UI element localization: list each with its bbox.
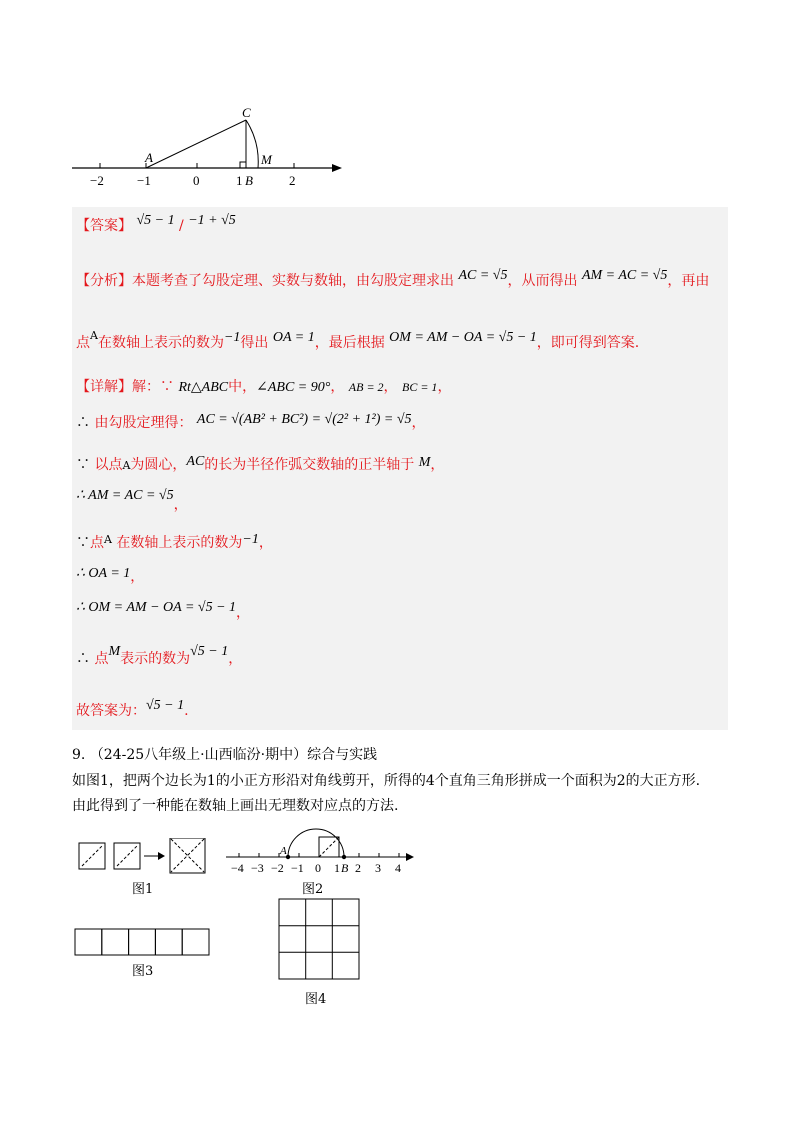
detail-line-3 <box>76 454 444 474</box>
fig2-tick-neg2: −2 <box>271 861 284 875</box>
detail-point: A <box>104 533 112 546</box>
top-number-line-figure <box>60 100 350 195</box>
fig2-tick-neg1: −1 <box>291 861 304 875</box>
detail-expr: M <box>418 455 431 470</box>
detail-text: ， <box>236 605 251 621</box>
detail-expr: −1 <box>242 532 259 547</box>
analysis-point-a: A <box>90 329 98 342</box>
analysis-expr-am: AM = AC = √5 <box>581 268 668 283</box>
detail-text: ， <box>258 535 273 551</box>
fig2-label-A: A <box>280 845 287 857</box>
tick-label-neg1: −1 <box>137 173 151 188</box>
analysis-text: ，再由 <box>667 273 710 289</box>
detail-text: 表示的数为 <box>120 651 191 667</box>
detail-expr: √5 − 1 <box>146 698 185 713</box>
therefore-symbol: ∴ <box>76 415 90 431</box>
detail-text: 解：∵ <box>132 379 174 395</box>
tick-label-0: 0 <box>193 173 200 188</box>
detail-line-2 <box>76 412 426 432</box>
detail-text: 以点 <box>94 457 123 473</box>
fig2-axis-arrow <box>406 853 414 861</box>
fig3-square-5 <box>182 929 209 955</box>
answer-line <box>76 215 236 235</box>
fig3-square-4 <box>155 929 182 955</box>
diagonal-2 <box>117 846 137 866</box>
analysis-expr-oa: OA = 1 <box>272 330 315 345</box>
analysis-text: 本题考查了勾股定理、实数与数轴，由勾股定理求出 <box>132 273 454 289</box>
detail-expr: Rt△ABC <box>178 380 229 395</box>
fig2-tick-neg3: −3 <box>251 861 264 875</box>
answer-value-1: √5 − 1 <box>136 213 175 228</box>
detail-text: ， <box>228 651 243 667</box>
figure-2 <box>222 826 418 876</box>
fig2-label-B: B <box>341 861 349 875</box>
point-label-A: A <box>145 150 153 165</box>
axis-arrow <box>332 164 342 172</box>
analysis-text: ，从而得出 <box>507 273 578 289</box>
tick-label-1: 1 <box>236 173 243 188</box>
right-angle-mark <box>240 162 246 168</box>
segment-AC <box>146 120 246 168</box>
detail-line-1 <box>76 376 451 396</box>
fig2-arc <box>288 829 344 857</box>
point-label-C: C <box>242 105 251 120</box>
detail-line-9 <box>76 700 189 720</box>
answer-value-2: −1 + √5 <box>188 213 236 228</box>
figure-3 <box>74 928 212 956</box>
therefore-symbol: ∴ <box>76 651 90 667</box>
detail-text: 的长为半径作弧交数轴的正半轴于 <box>204 457 415 473</box>
question-source: （24-25八年级上·山西临汾·期中）综合与实践 <box>89 747 378 763</box>
fig3-square-2 <box>102 929 129 955</box>
tick-label-neg2: −2 <box>90 173 104 188</box>
figure-2-caption: 图2 <box>302 882 324 897</box>
detail-text: ， <box>411 415 426 431</box>
analysis-text: 点 <box>76 335 90 351</box>
point-label-B: B <box>245 173 253 188</box>
because-symbol: ∵ <box>76 457 90 473</box>
analysis-text: ，即可得到答案. <box>536 335 640 351</box>
fig4-grid-border <box>279 899 359 979</box>
detail-text: ， <box>130 569 145 585</box>
arc-CM <box>246 120 258 168</box>
answer-separator: / <box>179 218 184 234</box>
detail-text: 由勾股定理得： <box>94 415 193 431</box>
fig3-square-1 <box>75 929 102 955</box>
question-number: 9. <box>72 747 86 763</box>
detail-text: ， <box>437 379 452 395</box>
fig2-tick-4: 4 <box>395 861 401 875</box>
fig2-tick-1: 1 <box>334 861 340 875</box>
fig2-tick-2: 2 <box>355 861 361 875</box>
detail-text: . <box>184 703 189 719</box>
fig2-point-b <box>342 855 346 859</box>
arrow-head <box>158 852 165 860</box>
detail-text: 为圆心， <box>130 457 187 473</box>
figure-4 <box>278 898 360 980</box>
figure-4-caption: 图4 <box>305 992 327 1007</box>
analysis-neg1: −1 <box>223 330 241 345</box>
figure-3-caption: 图3 <box>132 964 154 979</box>
detail-expr: AB = 2 <box>348 380 384 394</box>
figure-1 <box>78 838 208 874</box>
question-title <box>72 744 377 764</box>
detail-text: 中， <box>228 379 257 395</box>
detail-text: ， <box>430 457 445 473</box>
analysis-line-2 <box>76 329 640 352</box>
fig2-unit-square <box>319 837 339 857</box>
fig2-square-diagonal <box>319 837 339 857</box>
diagonal-1 <box>82 846 102 866</box>
detail-text: ， <box>383 379 398 395</box>
point-label-M: M <box>261 152 272 167</box>
detail-point: A <box>122 459 131 472</box>
detail-text: ， <box>330 379 345 395</box>
detail-expr: ∴ OA = 1 <box>76 566 131 581</box>
detail-text: 点 <box>94 651 109 667</box>
detail-expr: ∠ABC = 90° <box>256 380 331 395</box>
fig3-square-3 <box>129 929 156 955</box>
question-body-line-1: 如图1，把两个边长为1的小正方形沿对角线剪开，所得的4个直角三角形拼成一个面积为2的大正方形. <box>72 773 701 789</box>
detail-expr: AC <box>186 454 205 469</box>
answer-tag: 【答案】 <box>76 218 132 234</box>
analysis-text: 得出 <box>240 335 269 351</box>
detail-text: ， <box>173 497 188 513</box>
detail-text: 故答案为： <box>76 703 146 719</box>
fig2-tick-neg4: −4 <box>231 861 244 875</box>
detail-expr: BC = 1 <box>402 380 438 394</box>
because-symbol: ∵ <box>76 535 90 551</box>
analysis-tag: 【分析】 <box>76 273 132 289</box>
analysis-text: ，最后根据 <box>314 335 385 351</box>
detail-expr-pythagoras: AC = √(AB² + BC²) = √(2² + 1²) = √5 <box>196 412 412 427</box>
analysis-expr-ac: AC = √5 <box>458 268 508 283</box>
detail-expr: M <box>108 644 121 659</box>
detail-text: 点 <box>90 535 104 551</box>
analysis-line-1 <box>76 270 709 290</box>
detail-line-4 <box>76 484 188 513</box>
detail-tag: 【详解】 <box>76 379 132 395</box>
detail-expr: √5 − 1 <box>190 644 229 659</box>
fig2-tick-0: 0 <box>315 861 321 875</box>
detail-line-6 <box>76 562 145 585</box>
tick-label-2: 2 <box>289 173 296 188</box>
detail-line-7 <box>76 596 251 621</box>
analysis-expr-om: OM = AM − OA = √5 − 1 <box>389 330 537 345</box>
detail-text: 在数轴上表示的数为 <box>116 535 243 551</box>
figure-1-caption: 图1 <box>132 882 154 897</box>
detail-line-8 <box>76 644 243 668</box>
detail-expr: ∴ AM = AC = √5 <box>76 488 174 503</box>
detail-expr: ∴ OM = AM − OA = √5 − 1 <box>76 600 237 615</box>
detail-line-5 <box>76 532 273 552</box>
analysis-text: 在数轴上表示的数为 <box>97 335 224 351</box>
question-body-line-2: 由此得到了一种能在数轴上画出无理数对应点的方法. <box>72 798 399 814</box>
fig2-tick-3: 3 <box>375 861 381 875</box>
